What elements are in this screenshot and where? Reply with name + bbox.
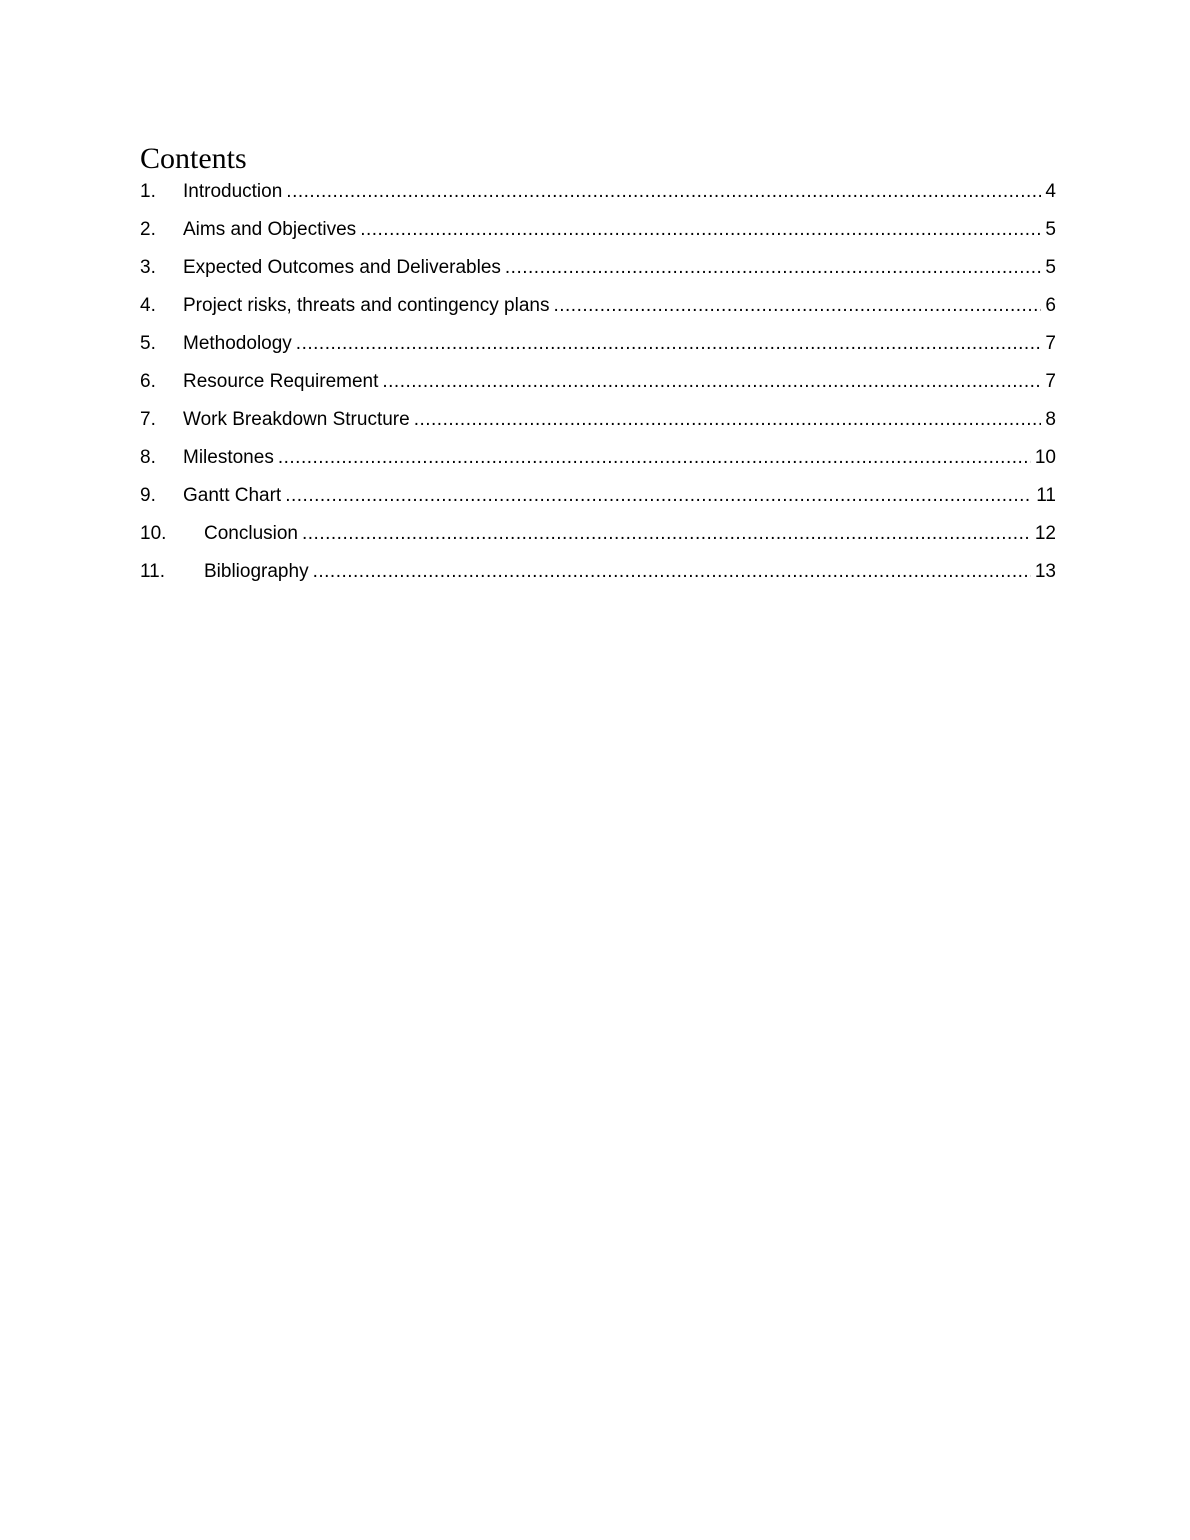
toc-entry-label: Bibliography	[204, 561, 309, 582]
toc-entry-number: 1.	[140, 181, 156, 202]
toc-entry-number: 9.	[140, 485, 156, 506]
toc-entry-number: 7.	[140, 409, 156, 430]
toc-dot-leader	[505, 252, 1042, 284]
toc-entry-conclusion[interactable]	[140, 518, 1056, 556]
toc-entry-number: 5.	[140, 333, 156, 354]
toc-entry-page: 13	[1034, 561, 1056, 582]
table-of-contents	[140, 176, 1056, 594]
toc-entry-gantt-chart[interactable]	[140, 480, 1056, 518]
toc-entry-aims-and-objectives[interactable]	[140, 214, 1056, 252]
toc-dot-leader	[302, 518, 1031, 550]
toc-entry-number: 6.	[140, 371, 156, 392]
toc-dot-leader	[296, 328, 1042, 360]
toc-entry-number: 8.	[140, 447, 156, 468]
toc-entry-resource-requirement[interactable]	[140, 366, 1056, 404]
toc-entry-bibliography[interactable]	[140, 556, 1056, 594]
toc-dot-leader	[313, 556, 1031, 588]
toc-entry-label: Expected Outcomes and Deliverables	[183, 257, 501, 278]
toc-entry-page: 7	[1045, 333, 1056, 354]
toc-entry-page: 4	[1045, 181, 1056, 202]
toc-entry-label: Gantt Chart	[183, 485, 282, 506]
toc-entry-page: 7	[1045, 371, 1056, 392]
toc-entry-expected-outcomes[interactable]	[140, 252, 1056, 290]
toc-dot-leader	[553, 290, 1041, 322]
toc-entry-number: 11.	[140, 561, 166, 582]
toc-dot-leader	[285, 480, 1032, 512]
toc-entry-number: 10.	[140, 523, 167, 544]
toc-entry-number: 4.	[140, 295, 156, 316]
toc-entry-label: Aims and Objectives	[183, 219, 357, 240]
toc-dot-leader	[278, 442, 1031, 474]
toc-entry-page: 10	[1034, 447, 1056, 468]
toc-entry-project-risks[interactable]	[140, 290, 1056, 328]
toc-entry-number: 3.	[140, 257, 156, 278]
toc-entry-label: Milestones	[183, 447, 274, 468]
toc-dot-leader	[414, 404, 1042, 436]
toc-entry-label: Conclusion	[204, 523, 298, 544]
toc-entry-page: 8	[1045, 409, 1056, 430]
toc-entry-label: Methodology	[183, 333, 292, 354]
toc-dot-leader	[360, 214, 1041, 246]
toc-entry-work-breakdown-structure[interactable]	[140, 404, 1056, 442]
toc-entry-label: Resource Requirement	[183, 371, 379, 392]
toc-dot-leader	[286, 176, 1041, 208]
toc-entry-number: 2.	[140, 219, 156, 240]
toc-title: Contents	[140, 142, 247, 175]
toc-entry-introduction[interactable]	[140, 176, 1056, 214]
toc-dot-leader	[382, 366, 1041, 398]
toc-entry-label: Project risks, threats and contingency plans	[183, 295, 550, 316]
toc-entry-page: 11	[1036, 485, 1056, 506]
toc-entry-page: 5	[1045, 219, 1056, 240]
toc-entry-page: 5	[1045, 257, 1056, 278]
toc-entry-page: 12	[1034, 523, 1056, 544]
toc-entry-label: Work Breakdown Structure	[183, 409, 410, 430]
toc-entry-page: 6	[1045, 295, 1056, 316]
toc-entry-label: Introduction	[183, 181, 283, 202]
toc-entry-milestones[interactable]	[140, 442, 1056, 480]
toc-entry-methodology[interactable]	[140, 328, 1056, 366]
